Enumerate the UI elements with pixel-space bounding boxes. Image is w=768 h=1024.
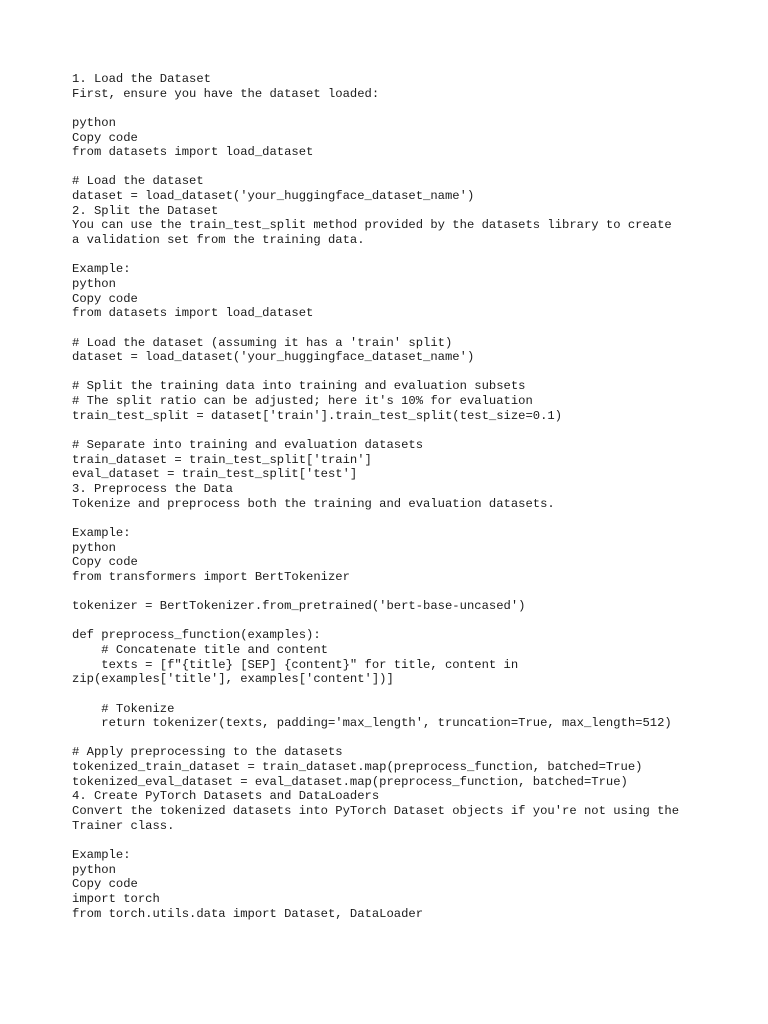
document-line: import torch [72,891,160,906]
document-line: # Load the dataset [72,174,204,189]
document-line: # Concatenate title and content [72,642,328,657]
document-line: # Split the training data into training and evaluation subsets [72,379,526,394]
document-line [72,833,732,848]
document-line: tokenized_eval_dataset = eval_dataset.map(preprocess_function, batched=True) [72,774,628,789]
document-line [72,101,732,116]
document-line [72,423,732,438]
document-line: # Apply preprocessing to the datasets [72,745,343,760]
document-line [72,321,732,336]
document-line: First, ensure you have the dataset loaded: [72,86,380,101]
document-line [72,731,732,746]
document-line: python [72,862,116,877]
document-line: Convert the tokenized datasets into PyTorch Dataset objects if you're not using the [72,804,680,819]
document-line: zip(examples['title'], examples['content'])] [72,672,394,687]
document-line: # Tokenize [72,701,175,716]
document-line: 4. Create PyTorch Datasets and DataLoaders [72,789,380,804]
document-line: from datasets import load_dataset [72,145,314,160]
document-line [72,687,732,702]
document-line: texts = [f"{title} [SEP] {content}" for title, content in [72,657,519,672]
document-line [72,160,732,175]
document-line: # Separate into training and evaluation datasets [72,438,424,453]
document-line [72,248,732,263]
document-line: from datasets import load_dataset [72,306,314,321]
document-line: 1. Load the Dataset [72,72,211,86]
document-line: Example: [72,847,131,862]
document-line: Tokenize and preprocess both the training and evaluation datasets. [72,496,555,511]
document-line: Trainer class. [72,818,175,833]
document-line: python [72,115,116,130]
document-line: from torch.utils.data import Dataset, DataLoader [72,906,424,921]
document-line: from transformers import BertTokenizer [72,569,350,584]
document-line: eval_dataset = train_test_split['test'] [72,467,358,482]
document-line: 2. Split the Dataset [72,203,219,218]
document-line: Copy code [72,130,138,145]
document-line: Copy code [72,877,138,892]
document-line: train_test_split = dataset['train'].train_test_split(test_size=0.1) [72,408,563,423]
document-line: tokenizer = BertTokenizer.from_pretrained('bert-base-uncased') [72,599,526,614]
document-line: def preprocess_function(examples): [72,628,321,643]
document-line: dataset = load_dataset('your_huggingface_dataset_name') [72,189,475,204]
document-line [72,614,732,629]
document-line: python [72,276,116,291]
document-line: Copy code [72,555,138,570]
document-line: 3. Preprocess the Data [72,481,233,496]
document-line: Example: [72,525,131,540]
document-line [72,584,732,599]
document-line: a validation set from the training data. [72,233,365,248]
document-line: # Load the dataset (assuming it has a 'train' split) [72,335,453,350]
document-line: python [72,540,116,555]
document-body [72,72,732,921]
document-line: Example: [72,262,131,277]
document-line [72,365,732,380]
document-line: train_dataset = train_test_split['train'] [72,452,372,467]
document-line: You can use the train_test_split method provided by the datasets library to create [72,218,672,233]
document-line: dataset = load_dataset('your_huggingface_dataset_name') [72,350,475,365]
document-line: # The split ratio can be adjusted; here it's 10% for evaluation [72,394,533,409]
document-line: tokenized_train_dataset = train_dataset.map(preprocess_function, batched=True) [72,760,643,775]
document-line [72,511,732,526]
document-line: Copy code [72,291,138,306]
document-line: return tokenizer(texts, padding='max_length', truncation=True, max_length=512) [72,716,672,731]
